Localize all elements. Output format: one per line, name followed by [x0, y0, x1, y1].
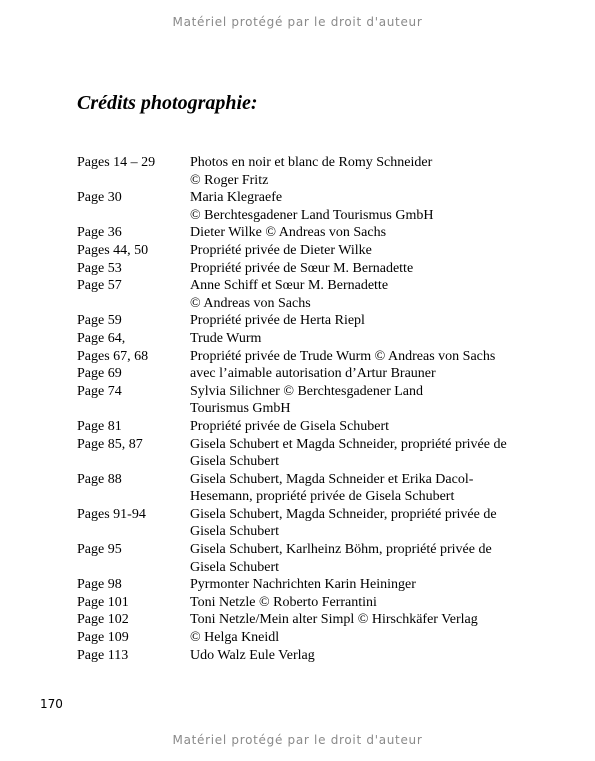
credit-page: Page 69	[77, 366, 122, 382]
credit-row	[77, 348, 557, 366]
credit-description: Propriété privée de Herta Riepl	[190, 313, 365, 329]
credit-page: Page 81	[77, 418, 122, 434]
credit-description: Anne Schiff et Sœur M. Bernadette © Andreas von Sachs	[190, 278, 389, 311]
credit-row	[77, 541, 557, 576]
credit-description: Propriété privée de Gisela Schubert	[190, 418, 390, 434]
credit-page: Page 102	[77, 612, 129, 628]
credit-page: Page 53	[77, 260, 122, 276]
credit-row	[77, 365, 557, 383]
credit-row	[77, 594, 557, 612]
credit-row	[77, 418, 557, 436]
credit-description: Dieter Wilke © Andreas von Sachs	[190, 225, 387, 241]
credit-page: Pages 44, 50	[77, 242, 149, 258]
credit-description: Maria Klegraefe © Berchtesgadener Land Tourismus GmbH	[190, 190, 434, 223]
credit-page: Page 64,	[77, 330, 126, 346]
page-number: 170	[40, 697, 63, 711]
credit-description: Gisela Schubert, Magda Schneider et Erika Dacol- Hesemann, propriété privée de Gisela Schubert	[190, 471, 474, 505]
credit-page: Page 95	[77, 542, 122, 558]
section-heading: Crédits photographie:	[77, 92, 258, 114]
copyright-watermark-bottom: Matériel protégé par le droit d'auteur	[172, 733, 423, 747]
credit-page: Page 36	[77, 225, 122, 241]
credit-description: Gisela Schubert et Magda Schneider, propriété privée de Gisela Schubert	[190, 436, 507, 470]
credit-row	[77, 242, 557, 260]
credit-description: Trude Wurm	[190, 330, 262, 346]
credit-row	[77, 224, 557, 242]
credit-description: Toni Netzle/Mein alter Simpl © Hirschkäfer Verlag	[190, 612, 478, 628]
credit-row	[77, 506, 557, 541]
copyright-watermark-top: Matériel protégé par le droit d'auteur	[172, 15, 423, 29]
credit-page: Page 88	[77, 471, 122, 487]
credit-row	[77, 260, 557, 278]
credit-description: Udo Walz Eule Verlag	[190, 647, 315, 663]
credit-page: Page 30	[77, 190, 122, 206]
credit-row	[77, 383, 557, 418]
credit-page: Pages 14 – 29	[77, 155, 156, 170]
credit-description: Propriété privée de Trude Wurm © Andreas von Sachs	[190, 348, 496, 364]
credit-page: Pages 67, 68	[77, 348, 149, 364]
credit-description: Propriété privée de Dieter Wilke	[190, 242, 372, 258]
credit-row	[77, 312, 557, 330]
credit-description: Toni Netzle © Roberto Ferrantini	[190, 594, 377, 610]
credit-row	[77, 471, 557, 506]
credit-page: Page 98	[77, 577, 122, 593]
credit-description: avec l’aimable autorisation d’Artur Brauner	[190, 366, 436, 382]
credit-description: Gisela Schubert, Magda Schneider, propriété privée de Gisela Schubert	[190, 506, 497, 540]
credit-row	[77, 647, 557, 665]
credit-row	[77, 189, 557, 224]
credit-row	[77, 576, 557, 594]
credit-page: Page 113	[77, 647, 129, 663]
credit-row	[77, 277, 557, 312]
credit-description: © Helga Kneidl	[190, 630, 280, 646]
credit-row	[77, 611, 557, 629]
credit-description: Pyrmonter Nachrichten Karin Heininger	[190, 577, 416, 593]
credit-row	[77, 154, 557, 189]
credit-page: Page 59	[77, 313, 122, 329]
credit-page: Page 101	[77, 594, 129, 610]
credit-page: Page 74	[77, 383, 122, 399]
credit-description: Photos en noir et blanc de Romy Schneider © Roger Fritz	[190, 155, 433, 188]
credit-row	[77, 436, 557, 471]
credit-row	[77, 330, 557, 348]
credits-list	[77, 154, 557, 664]
credit-description: Sylvia Silichner © Berchtesgadener Land Tourismus GmbH	[190, 383, 424, 417]
credit-page: Page 57	[77, 278, 122, 294]
credit-row	[77, 629, 557, 647]
credit-description: Propriété privée de Sœur M. Bernadette	[190, 260, 414, 276]
credit-description: Gisela Schubert, Karlheinz Böhm, propriété privée de Gisela Schubert	[190, 542, 492, 575]
credit-page: Page 85, 87	[77, 436, 143, 452]
credit-page: Page 109	[77, 630, 129, 646]
credit-page: Pages 91-94	[77, 506, 146, 522]
